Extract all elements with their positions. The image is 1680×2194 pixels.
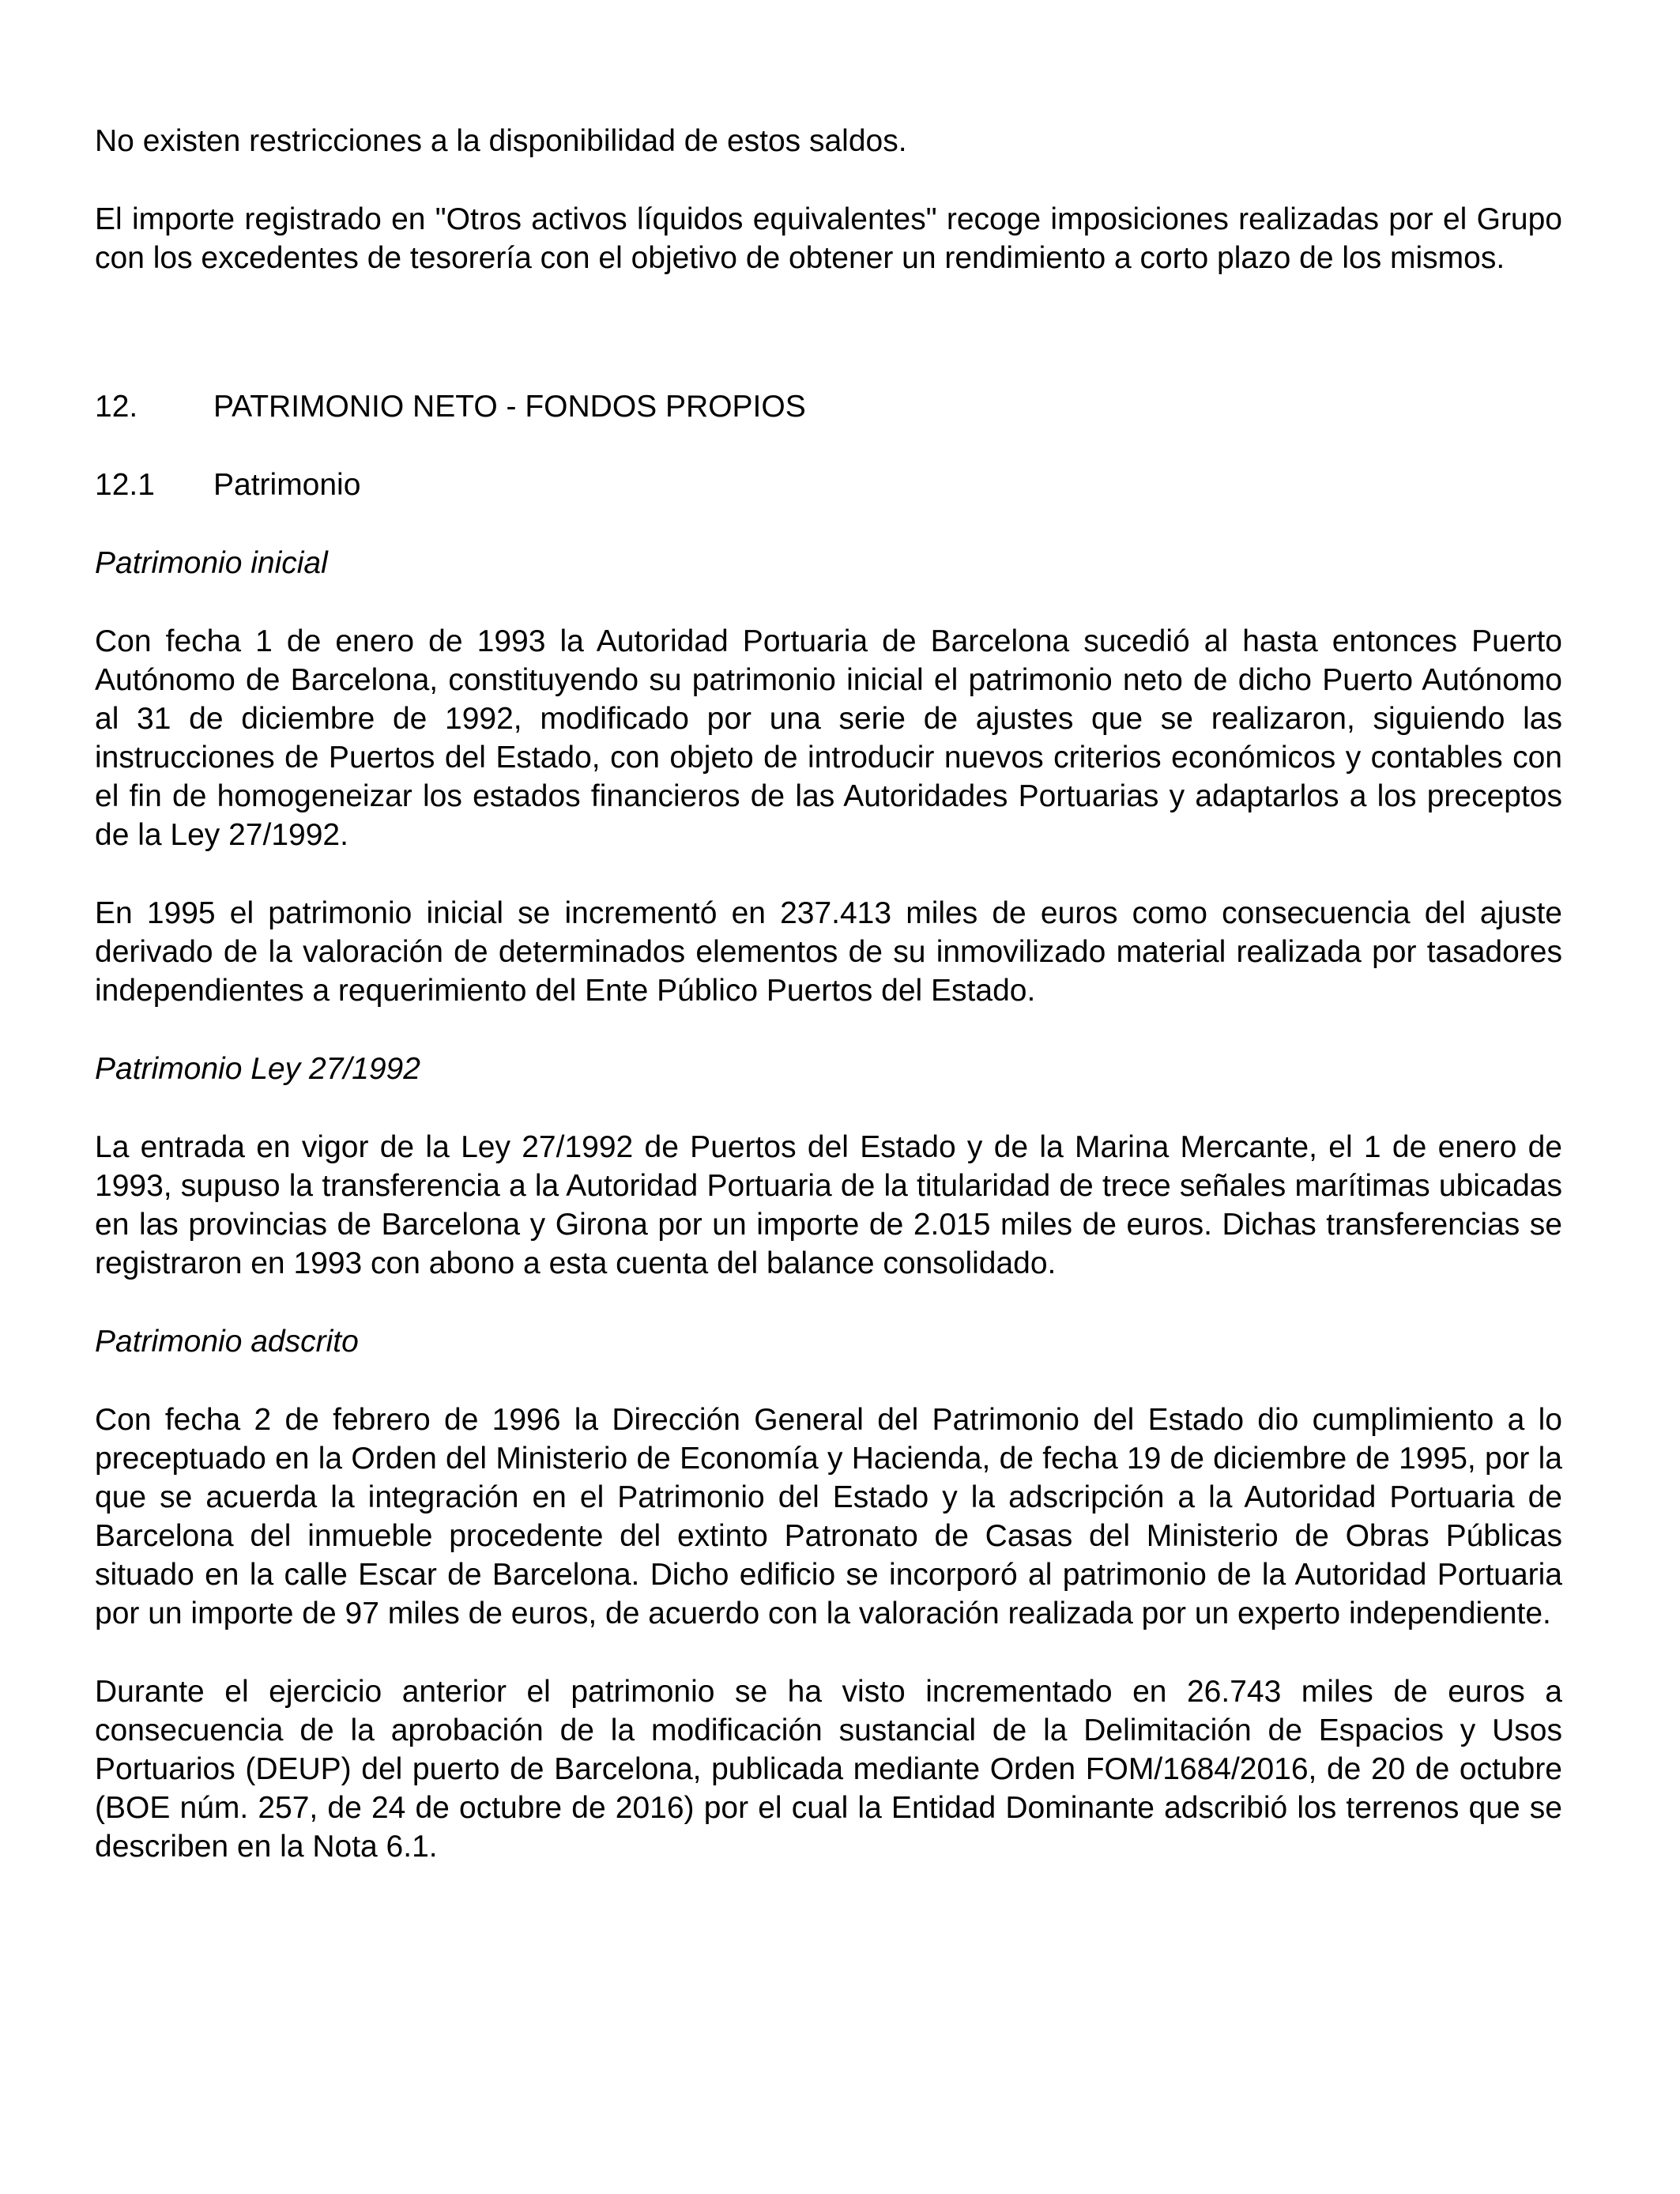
paragraph-patrimonio-ley: La entrada en vigor de la Ley 27/1992 de Puertos del Estado y de la Marina Mercante, el 1 de enero de 1993, supuso la transferencia a la Autoridad Portuaria de la titularidad de trece señales marítimas ubicadas en las provincias de Barcelona y Girona por un importe de 2.015 miles de euros. Dichas transferencias se registraron en 1993 con abono a esta cuenta del balance consolidado.	[95, 1130, 1562, 1280]
paragraph-patrimonio-inicial-1: Con fecha 1 de enero de 1993 la Autoridad Portuaria de Barcelona sucedió al hasta entonces Puerto Autónomo de Barcelona, constituyendo su patrimonio inicial el patrimonio neto de dicho Puerto Autónomo al 31 de diciembre de 1992, modificado por una serie de ajustes que se realizaron, siguiendo las instrucciones de Puertos del Estado, con objeto de introducir nuevos criterios económicos y contables con el fin de homogeneizar los estados financieros de las Autoridades Portuarias y adaptarlos a los preceptos de la Ley 27/1992.	[95, 624, 1562, 852]
document-body	[95, 122, 1562, 1866]
paragraph-restrictions: No existen restricciones a la disponibilidad de estos saldos.	[95, 124, 907, 158]
heading-patrimonio-adscrito: Patrimonio adscrito	[95, 1325, 359, 1359]
section-heading	[95, 387, 1562, 426]
subsection-title: Patrimonio	[213, 468, 361, 502]
paragraph-patrimonio-adscrito-2: Durante el ejercicio anterior el patrimonio se ha visto incrementado en 26.743 miles de euros a consecuencia de la aprobación de la modificación sustancial de la Delimitación de Espacios y Usos Portuarios (DEUP) del puerto de Barcelona, publicada mediante Orden FOM/1684/2016, de 20 de octubre (BOE núm. 257, de 24 de octubre de 2016) por el cual la Entidad Dominante adscribió los terrenos que se describen en la Nota 6.1.	[95, 1675, 1562, 1864]
heading-patrimonio-ley: Patrimonio Ley 27/1992	[95, 1052, 420, 1086]
paragraph-patrimonio-inicial-2: En 1995 el patrimonio inicial se incrementó en 237.413 miles de euros como consecuencia del ajuste derivado de la valoración de determinados elementos de su inmovilizado material realizada por tasadores independientes a requerimiento del Ente Público Puertos del Estado.	[95, 896, 1562, 1008]
subsection-number: 12.1	[95, 468, 155, 502]
paragraph-patrimonio-adscrito-1: Con fecha 2 de febrero de 1996 la Dirección General del Patrimonio del Estado dio cumplimiento a lo preceptuado en la Orden del Ministerio de Economía y Hacienda, de fecha 19 de diciembre de 1995, por la que se acuerda la integración en el Patrimonio del Estado y la adscripción a la Autoridad Portuaria de Barcelona del inmueble procedente del extinto Patronato de Casas del Ministerio de Obras Públicas situado en la calle Escar de Barcelona. Dicho edificio se incorporó al patrimonio de la Autoridad Portuaria por un importe de 97 miles de euros, de acuerdo con la valoración realizada por un experto independiente.	[95, 1403, 1562, 1630]
subsection-heading	[95, 466, 1562, 504]
heading-patrimonio-inicial: Patrimonio inicial	[95, 546, 328, 580]
section-title: PATRIMONIO NETO - FONDOS PROPIOS	[213, 390, 806, 424]
section-number: 12.	[95, 390, 138, 424]
paragraph-other-liquid-assets: El importe registrado en "Otros activos líquidos equivalentes" recoge imposiciones realizadas por el Grupo con los excedentes de tesorería con el objetivo de obtener un rendimiento a corto plazo de los mismos.	[95, 202, 1562, 275]
